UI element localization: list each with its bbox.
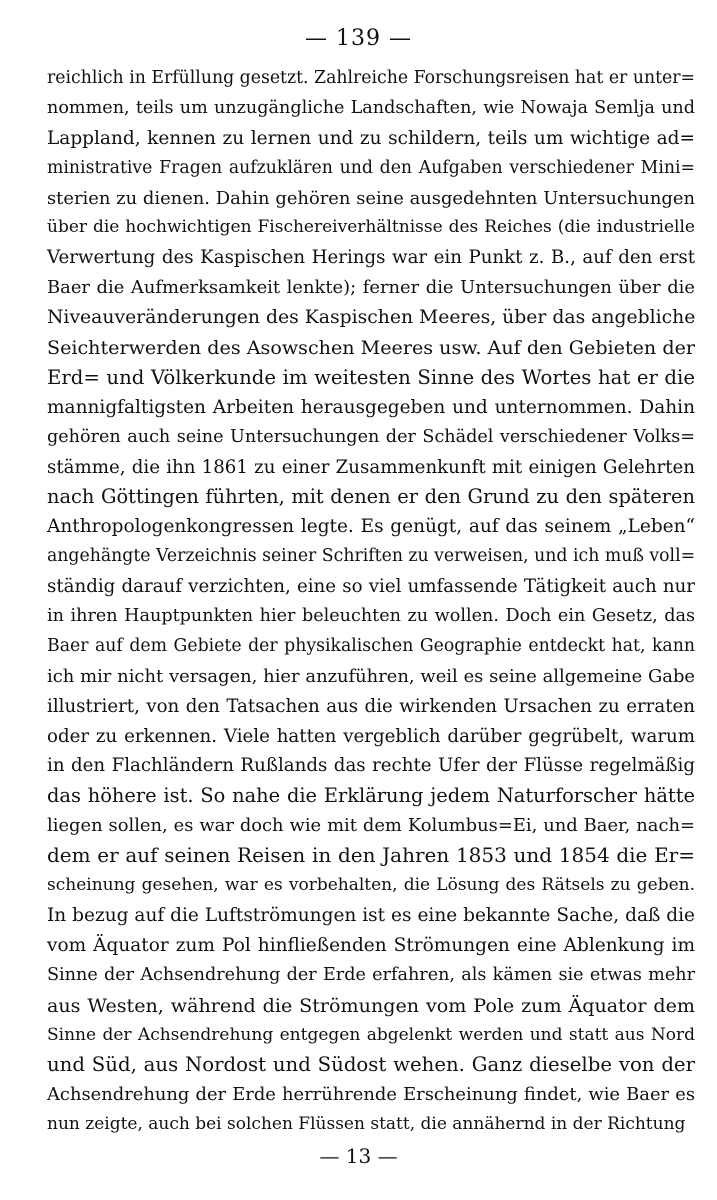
text-line: in ihren Hauptpunkten hier beleuchten zu wollen. Doch ein Gesetz, das bbox=[47, 606, 695, 627]
text-line: vom Äquator zum Pol hinfließenden Strömungen eine Ablenkung im bbox=[47, 934, 695, 956]
text-line: ich mir nicht versagen, hier anzuführen, weil es seine allgemeine Gabe bbox=[47, 665, 695, 687]
text-line: ministrative Fragen aufzuklären und den Aufgaben verschiedener Mini= bbox=[47, 157, 695, 178]
page-number: — 139 — bbox=[305, 26, 412, 51]
text-line: In bezug auf die Luftströmungen ist es eine bekannte Sache, daß die bbox=[47, 904, 695, 926]
text-line: stämme, die ihn 1861 zu einer Zusammenkunft mit einigen Gelehrten bbox=[47, 456, 695, 478]
text-line: aus Westen, während die Strömungen vom Pole zum Äquator dem bbox=[47, 993, 695, 1017]
text-line: Baer die Aufmerksamkeit lenkte); ferner die Untersuchungen über die bbox=[47, 277, 695, 299]
body-text bbox=[47, 64, 695, 1140]
text-line: Sinne der Achsendrehung der Erde erfahren, als kämen sie etwas mehr bbox=[47, 964, 695, 985]
text-line: Erd= und Völkerkunde im weitesten Sinne des Wortes hat er die bbox=[47, 365, 695, 389]
text-line: angehängte Verzeichnis seiner Schriften zu verweisen, und ich muß voll= bbox=[47, 546, 696, 567]
text-line: das höhere ist. So nahe die Erklärung jedem Naturforscher hätte bbox=[47, 784, 695, 808]
text-line: dem er auf seinen Reisen in den Jahren 1853 und 1854 die Er= bbox=[47, 843, 695, 868]
text-line: scheinung gesehen, war es vorbehalten, die Lösung des Rätsels zu geben. bbox=[47, 875, 695, 896]
text-line: in den Flachländern Rußlands das rechte Ufer der Flüsse regelmäßig bbox=[47, 755, 695, 777]
text-line: Baer auf dem Gebiete der physikalischen Geographie entdeckt hat, kann bbox=[47, 635, 695, 656]
text-line: nun zeigte, auch bei solchen Flüssen statt, die annähernd in der Richtung bbox=[47, 1114, 686, 1135]
text-line: illustriert, von den Tatsachen aus die wirkenden Ursachen zu erraten bbox=[47, 695, 695, 717]
text-line: Seichterwerden des Asowschen Meeres usw. Auf den Gebieten der bbox=[47, 336, 695, 360]
text-line: oder zu erkennen. Viele hatten vergeblich darüber gegrübelt, warum bbox=[47, 725, 695, 747]
text-line: reichlich in Erfüllung gesetzt. Zahlreiche Forschungsreisen hat er unter= bbox=[47, 68, 695, 88]
text-line: Sinne der Achsendrehung entgegen abgelenkt werden und statt aus Nord bbox=[47, 1024, 695, 1045]
text-line: Niveauveränderungen des Kaspischen Meeres, über das angebliche bbox=[47, 307, 696, 329]
text-line: sterien zu dienen. Dahin gehören seine ausgedehnten Untersuchungen bbox=[47, 187, 695, 209]
text-line: Verwertung des Kaspischen Herings war ein Punkt z. B., auf den erst bbox=[47, 247, 695, 269]
text-line: gehören auch seine Untersuchungen der Schädel verschiedener Volks= bbox=[47, 426, 695, 447]
text-line: Lappland, kennen zu lernen und zu schildern, teils um wichtige ad= bbox=[47, 127, 695, 149]
signature-mark: — 13 — bbox=[319, 1144, 398, 1168]
text-line: Anthropologenkongressen legte. Es genügt, auf das seinem „Leben“ bbox=[47, 516, 695, 538]
text-line: nommen, teils um unzugängliche Landschaften, wie Nowaja Semlja und bbox=[47, 97, 695, 118]
text-line: mannigfaltigsten Arbeiten herausgegeben und unternommen. Dahin bbox=[47, 396, 695, 418]
text-line: über die hochwichtigen Fischereiverhältnisse des Reiches (die industrielle bbox=[47, 217, 695, 238]
text-line: Achsendrehung der Erde herrührende Erscheinung findet, wie Baer es bbox=[47, 1084, 695, 1106]
text-line: nach Göttingen führten, mit denen er den Grund zu den späteren bbox=[47, 485, 695, 509]
text-line: ständig darauf verzichten, eine so viel umfassende Tätigkeit auch nur bbox=[47, 576, 695, 598]
text-line: liegen sollen, es war doch wie mit dem Kolumbus=Ei, und Baer, nach= bbox=[47, 815, 695, 837]
text-line: und Süd, aus Nordost und Südost wehen. Ganz dieselbe von der bbox=[47, 1053, 695, 1077]
